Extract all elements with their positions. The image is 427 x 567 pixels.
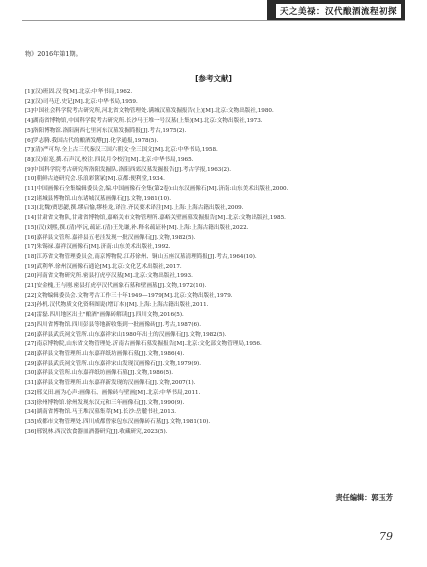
reference-item: [35]成都市文物管理处.四川成都曾家包东汉画像砖石墓[J].文物,1981(10).	[25, 418, 211, 425]
reference-item: [5]洛阳博物馆.洛阳涧西七里河东汉墓发掘简报[J].考古,1975(2).	[25, 127, 187, 134]
reference-item: [25]四川省博物馆.四川彭县等地新收集到一批画像砖[J].考古,1987(6).	[25, 321, 202, 328]
reference-item: [33]徐州博物馆.徐州发现东汉元和三年画像石[J].文物,1990(9).	[25, 399, 185, 406]
reference-item: [2](汉)司马迁.史记[M].北京:中华书局,1959.	[25, 98, 138, 105]
reference-item: [8](汉)崔寔,撰.石声汉,校注.四民月令校注[M].北京:中华书局,1965.	[25, 156, 194, 163]
reference-item: [34]湖南省博物馆.马王堆汉墓集萃[M].长沙:岳麓书社,2013.	[25, 409, 177, 416]
reference-item: [12]诸城县博物馆.山东诸城汉墓画像石[J].文物,1981(10).	[25, 195, 172, 202]
reference-item: [10]朝鲜古迹研究会.乐浪彩箧冢[M].京都:便利堂,1934.	[25, 176, 165, 183]
reference-item: [30]嘉祥县文管所.山东嘉祥纸坊画像石墓[J].文物,1986(5).	[25, 370, 174, 377]
reference-item: [7](清)严可均.全上古三代秦汉三国六朝文·全三国文[M].北京:中华书局,1958.	[25, 147, 218, 154]
reference-item: [4]湖南省博物馆,中国科学院考古研究所.长沙马王堆一号汉墓(上集)[M].北京:文物出版社,1973.	[25, 118, 263, 125]
reference-item: [24]雷磊.四川地区出土"酿酒"画像砖解读[J].四川文物,2016(5).	[25, 312, 184, 319]
reference-item: [18]江苏省文物管理委员会,南京博物院.江苏徐州、铜山五座汉墓清理简报[J].考古,1964(10).	[25, 253, 257, 260]
reference-item: [28]嘉祥县文物管理所.山东嘉祥纸坊画像石墓[J].文物,1986(4).	[25, 350, 185, 357]
reference-item: [19]武利华.徐州汉画像石通论[M].北京:文化艺术出版社,2017.	[25, 263, 182, 270]
reference-item: [15](汉)刘熙,撰.(清)毕沅,疏证.(清)王先谦,补.释名疏证补[M].上海:上海古籍出版社,2022.	[25, 224, 249, 231]
running-header: 天之美禄：汉代酿酒流程初探	[276, 4, 401, 18]
reference-item: [22]文物编辑委员会.文物考古工作三十年1949—1979[M].北京:文物出版社,1979.	[25, 292, 233, 299]
reference-item: [27]南京博物院,山东省文物管理处.沂南古画像石墓发掘报告[M].北京:文化部文物管理局,1956.	[25, 341, 262, 348]
reference-item: [3]中国社会科学院考古研究所,河北省文物管理处.满城汉墓发掘报告(上)[M].北京:文物出版社,1980.	[25, 108, 274, 115]
carryover-text: 物》2016年第1期。	[25, 51, 82, 58]
reference-item: [36]邢锐林.西汉饮食器皿酒器研究[J].收藏研究,2023(5).	[25, 428, 168, 435]
reference-item: [6]罗志腾.我国古代的酿酒发酵[J].化学通报,1978(5).	[25, 137, 159, 144]
page-number: 79	[379, 530, 393, 543]
reference-item: [16]嘉祥县文管所.嘉祥县五老洼发现一批汉画像石[J].文物,1982(5).	[25, 234, 196, 241]
reference-item: [21]安金槐,王与刚.密县打虎亭汉代画象石墓和壁画墓[J].文物,1972(10).	[25, 283, 207, 290]
reference-item: [14]甘肃省文物队,甘肃省博物馆,嘉峪关市文物管理所.嘉峪关壁画墓发掘报告[M].北京:文物出版社,1985.	[25, 215, 286, 222]
reference-item: [32]邢义田.画为心声:画像石、画像砖与壁画[M].北京:中华书局,2011.	[25, 389, 201, 396]
reference-item: [23]孙机.汉代物质文化资料图说(增订本)[M].上海:上海古籍出版社,2011.	[25, 302, 209, 309]
reference-item: [31]嘉祥县文物管理所.山东嘉祥新发现的汉画像石[J].文物,2007(1).	[25, 380, 196, 387]
reference-list	[25, 88, 410, 437]
references-heading: [参考文献]	[195, 74, 232, 83]
reference-item: [29]嘉祥县武氏祠文管所.山东嘉祥宋山发现汉画像石[J].文物,1979(9).	[25, 360, 202, 367]
reference-item: [17]朱锡禄.嘉祥汉画像石[M].济南:山东美术出版社,1992.	[25, 244, 171, 251]
reference-item: [13](北魏)贾思勰,撰.缪启愉,缪桂龙,译注.齐民要术译注[M].上海:上海古籍出版社,2009.	[25, 205, 244, 212]
reference-item: [11]中国画像石全集编辑委员会,编.中国画像石全集(第2卷):山东汉画像石[M].济南:山东美术出版社,2000.	[25, 186, 289, 193]
responsible-editor: 责任编辑：郭玉芳	[335, 493, 393, 502]
reference-item: [20]河南省文物研究所.密县打虎亭汉墓[M].北京:文物出版社,1993.	[25, 273, 193, 280]
reference-item: [26]嘉祥县武氏祠文管所.山东嘉祥宋山1980年出土的汉画像石[J].文物,1982(5).	[25, 331, 227, 338]
reference-item: [1](汉)班固.汉书[M].北京:中华书局,1962.	[25, 89, 133, 95]
reference-item: [9]中国科学院考古研究所洛阳发掘队.洛阳西郊汉墓发掘报告[J].考古学报,1963(2).	[25, 166, 232, 173]
